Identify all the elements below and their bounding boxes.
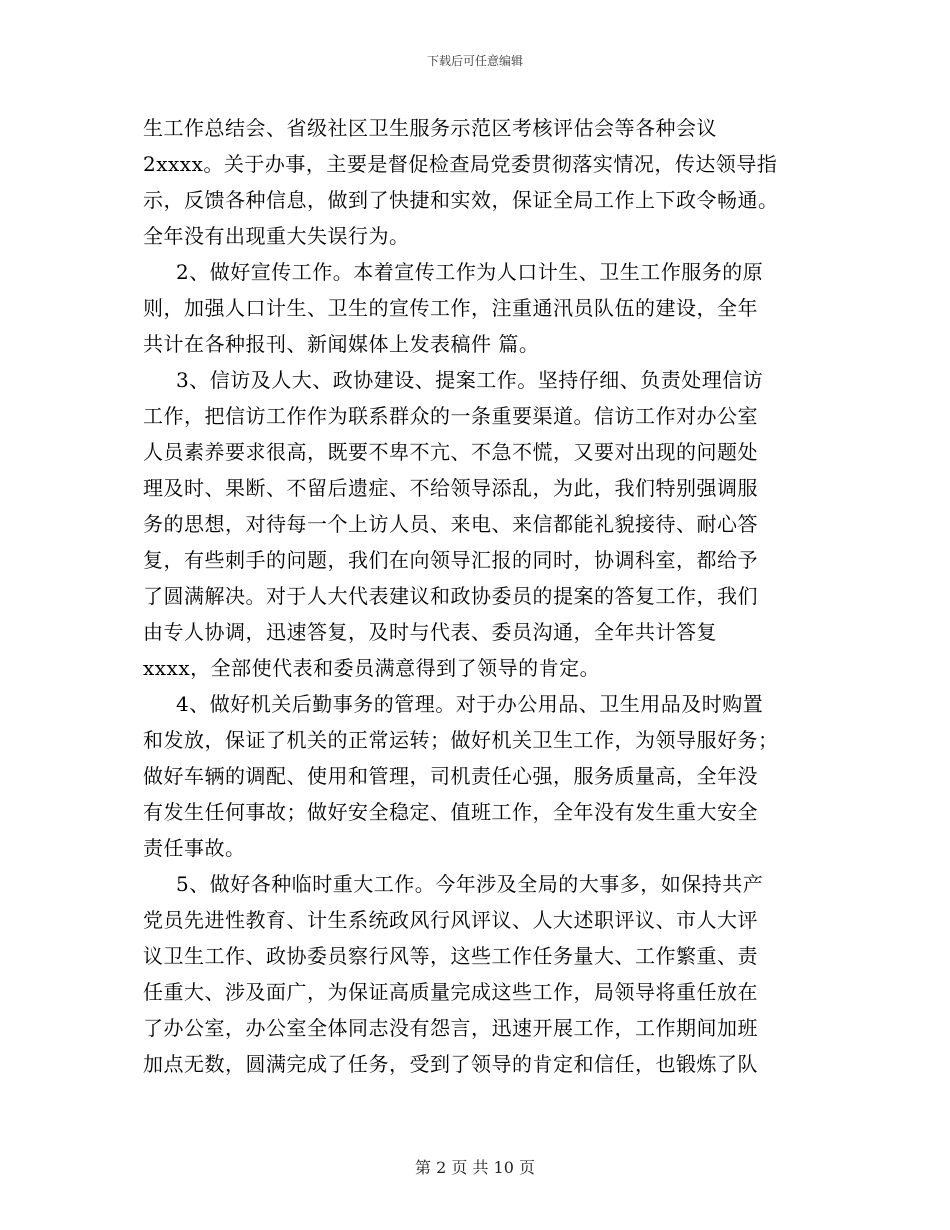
text-line: 人员素养要求很高，既要不卑不亢、不急不慌，又要对出现的问题处 bbox=[143, 440, 758, 464]
text-line: 和发放，保证了机关的正常运转；做好机关卫生工作，为领导服好务； bbox=[143, 728, 779, 752]
text-line: 3、信访及人大、政协建设、提案工作。坚持仔细、负责处理信访 bbox=[176, 368, 764, 392]
text-line: 复，有些刺手的问题，我们在向领导汇报的同时，协调科室，都给予 bbox=[143, 548, 758, 572]
page-header: 下载后可任意编辑 bbox=[426, 54, 523, 68]
text-line: 加点无数，圆满完成了任务，受到了领导的肯定和信任，也锻炼了队 bbox=[143, 1052, 758, 1076]
text-line: 由专人协调，迅速答复，及时与代表、委员沟通，全年共计答复 bbox=[143, 620, 717, 644]
text-line: 则，加强人口计生、卫生的宣传工作，注重通汛员队伍的建设，全年 bbox=[143, 296, 758, 320]
text-line: xxxx，全部使代表和委员满意得到了领导的肯定。 bbox=[143, 656, 601, 680]
text-line: 责任事故。 bbox=[143, 836, 246, 860]
text-line: 有发生任何事故；做好安全稳定、值班工作，全年没有发生重大安全 bbox=[143, 800, 758, 824]
text-line: 理及时、果断、不留后遗症、不给领导添乱，为此，我们特别强调服 bbox=[143, 476, 758, 500]
text-line: 4、做好机关后勤事务的管理。对于办公用品、卫生用品及时购置 bbox=[176, 692, 764, 716]
text-line: 生工作总结会、省级社区卫生服务示范区考核评估会等各种会议 bbox=[143, 116, 717, 140]
text-line: 党员先进性教育、计生系统政风行风评议、人大述职评议、市人大评 bbox=[143, 908, 758, 932]
text-line: 5、做好各种临时重大工作。今年涉及全局的大事多，如保持共产 bbox=[176, 872, 764, 896]
page-footer: 第 2 页 共 10 页 bbox=[415, 1158, 535, 1177]
text-line: 示，反馈各种信息，做到了快捷和实效，保证全局工作上下政令畅通。 bbox=[143, 188, 779, 212]
text-line: 2xxxx。关于办事，主要是督促检查局党委贯彻落实情况，传达领导指 bbox=[143, 152, 778, 176]
text-line: 了圆满解决。对于人大代表建议和政协委员的提案的答复工作，我们 bbox=[143, 584, 758, 608]
text-line: 做好车辆的调配、使用和管理，司机责任心强，服务质量高，全年没 bbox=[143, 764, 758, 788]
text-line: 2、做好宣传工作。本着宣传工作为人口计生、卫生工作服务的原 bbox=[176, 260, 764, 284]
text-line: 议卫生工作、政协委员察行风等，这些工作任务量大、工作繁重、责 bbox=[143, 944, 758, 968]
text-line: 共计在各种报刊、新闻媒体上发表稿件 篇。 bbox=[143, 332, 540, 356]
document-body bbox=[143, 110, 807, 1082]
text-line: 务的思想，对待每一个上访人员、来电、来信都能礼貌接待、耐心答 bbox=[143, 512, 758, 536]
text-line: 全年没有出现重大失误行为。 bbox=[143, 224, 410, 248]
text-line: 了办公室，办公室全体同志没有怨言，迅速开展工作，工作期间加班 bbox=[143, 1016, 758, 1040]
text-line: 任重大、涉及面广，为保证高质量完成这些工作，局领导将重任放在 bbox=[143, 980, 758, 1004]
text-line: 工作，把信访工作作为联系群众的一条重要渠道。信访工作对办公室 bbox=[143, 404, 758, 428]
